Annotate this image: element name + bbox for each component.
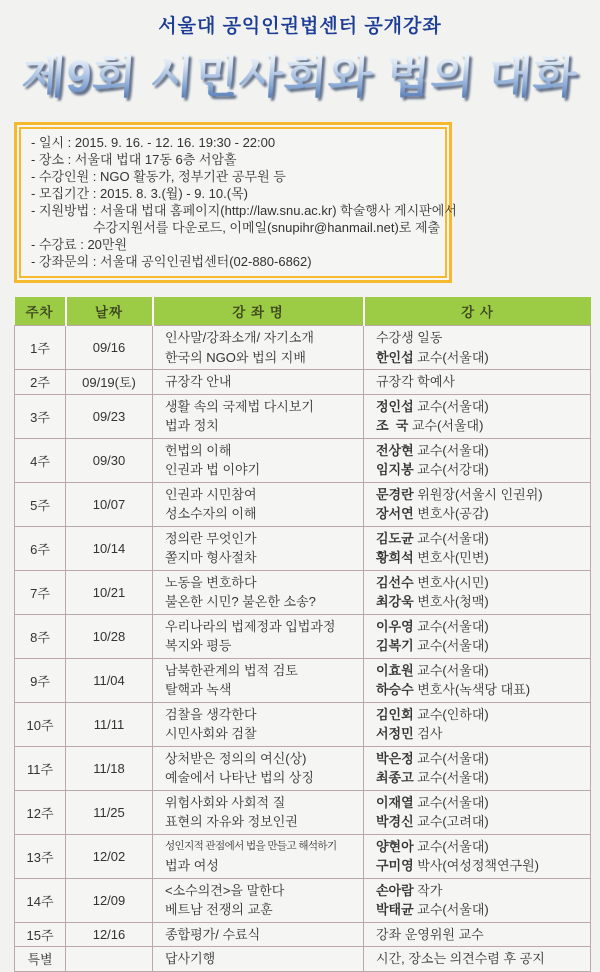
lecturer-affiliation: 교수(서울대) xyxy=(413,638,489,653)
lecturer-affiliation: 교수(인하대) xyxy=(413,706,489,722)
lecturer-name: 박경신 xyxy=(376,814,414,829)
date-cell: 10/14 xyxy=(66,526,153,570)
lecturer-cell xyxy=(364,947,591,972)
table-row xyxy=(15,482,591,526)
course-title-cell xyxy=(153,702,364,746)
lecturer-cell xyxy=(364,834,591,878)
info-box-lines xyxy=(19,127,457,278)
lecturer-line xyxy=(376,573,587,593)
course-title-line: 한국의 NGO와 법의 지배 xyxy=(165,349,306,365)
info-line: - 장소 : 서울대 법대 17동 6층 서암홀 xyxy=(31,152,237,167)
lecturer-name: 황희석 xyxy=(376,550,414,565)
course-title-line: 헌법의 이해 xyxy=(165,442,232,458)
week-cell: 11주 xyxy=(15,746,66,790)
table-row xyxy=(15,370,591,395)
course-title-cell xyxy=(153,326,364,370)
course-title-line: 인권과 시민참여 xyxy=(165,486,257,502)
date-cell: 10/07 xyxy=(66,482,153,526)
lecturer-cell xyxy=(364,922,591,947)
course-title-cell xyxy=(153,438,364,482)
course-title-line: 탈핵과 녹색 xyxy=(165,682,232,697)
lecturer-cell xyxy=(364,526,591,570)
lecturer-name: 손아람 xyxy=(376,882,414,898)
lecturer-name: 임지봉 xyxy=(376,462,414,477)
week-cell: 6주 xyxy=(15,526,66,570)
lecturer-line xyxy=(376,460,587,480)
course-title-cell xyxy=(153,878,364,922)
lecturer-affiliation: 교수(서울대) xyxy=(413,618,489,634)
lecturer-name: 김인회 xyxy=(376,706,414,722)
date-cell: 11/18 xyxy=(66,746,153,790)
course-title-line: 성인지적 관점에서 법을 만들고 해석하기 xyxy=(165,839,337,852)
lecturer-line xyxy=(376,397,587,417)
course-title-line: 복지와 평등 xyxy=(165,638,232,653)
info-line: - 일시 : 2015. 9. 16. - 12. 16. 19:30 - 22:00 xyxy=(31,135,276,150)
lecturer-line xyxy=(376,680,587,700)
date-cell xyxy=(66,947,153,972)
lecturer-affiliation: 교수(고려대) xyxy=(413,814,489,829)
lecturer-line xyxy=(376,548,587,568)
date-cell: 11/11 xyxy=(66,702,153,746)
week-cell: 12주 xyxy=(15,790,66,834)
lecturer-name: 조 국 xyxy=(376,418,409,433)
lecturer-name: 김도균 xyxy=(376,530,414,546)
course-title-cell xyxy=(153,790,364,834)
table-row xyxy=(15,570,591,614)
lecturer-cell xyxy=(364,614,591,658)
column-header-week: 주차 xyxy=(15,297,66,326)
week-cell: 14주 xyxy=(15,878,66,922)
table-row xyxy=(15,947,591,972)
course-title-cell xyxy=(153,614,364,658)
lecturer-cell xyxy=(364,702,591,746)
lecturer-line xyxy=(376,949,587,969)
lecturer-affiliation: 강좌 운영위원 교수 xyxy=(376,926,484,942)
table-row xyxy=(15,614,591,658)
week-cell: 3주 xyxy=(15,394,66,438)
lecturer-line xyxy=(376,925,587,945)
course-title-line: 검찰을 생각한다 xyxy=(165,706,257,722)
table-row xyxy=(15,702,591,746)
schedule-header-row xyxy=(15,297,591,326)
course-title-line: 예술에서 나타난 법의 상징 xyxy=(165,770,314,785)
schedule-table xyxy=(14,297,591,972)
lecturer-affiliation: 위원장(서울시 인권위) xyxy=(413,486,543,502)
lecturer-line xyxy=(376,529,587,549)
lecturer-name: 김복기 xyxy=(376,638,414,653)
table-row xyxy=(15,658,591,702)
lecturer-name: 이재열 xyxy=(376,794,414,810)
course-title-cell xyxy=(153,394,364,438)
lecturer-affiliation: 교수(서울대) xyxy=(408,418,484,433)
lecturer-line xyxy=(376,485,587,505)
course-title-line: 상처받은 정의의 여신(상) xyxy=(165,750,307,766)
lecturer-name: 하승수 xyxy=(376,682,414,697)
lecturer-cell xyxy=(364,326,591,370)
date-cell: 12/09 xyxy=(66,878,153,922)
date-cell: 09/23 xyxy=(66,394,153,438)
lecturer-affiliation: 규장각 학예사 xyxy=(376,374,455,389)
lecturer-line xyxy=(376,416,587,436)
info-box xyxy=(14,122,457,283)
course-title-cell xyxy=(153,947,364,972)
course-title-line: 종합평가/ 수료식 xyxy=(165,926,261,942)
lecturer-cell xyxy=(364,878,591,922)
lecturer-name: 전상현 xyxy=(376,442,414,458)
lecturer-affiliation: 변호사(공감) xyxy=(413,506,489,521)
lecturer-line xyxy=(376,636,587,656)
week-cell: 9주 xyxy=(15,658,66,702)
lecturer-line xyxy=(376,592,587,612)
lecturer-affiliation: 박사(여성정책연구원) xyxy=(413,858,539,873)
lecturer-affiliation: 교수(서울대) xyxy=(413,838,489,854)
week-cell: 4주 xyxy=(15,438,66,482)
event-host-subtitle: 서울대 공익인권법센터 공개강좌 xyxy=(158,16,442,37)
lecturer-affiliation: 변호사(청맥) xyxy=(413,594,489,609)
lecturer-cell xyxy=(364,394,591,438)
lecturer-affiliation: 교수(서울대) xyxy=(413,349,489,365)
week-cell: 1주 xyxy=(15,326,66,370)
lecturer-name: 서정민 xyxy=(376,726,414,741)
lecturer-line xyxy=(376,900,587,920)
date-cell: 12/16 xyxy=(66,922,153,947)
lecturer-line xyxy=(376,617,587,637)
week-cell: 2주 xyxy=(15,370,66,395)
lecturer-affiliation: 교수(서강대) xyxy=(413,462,489,477)
lecturer-line xyxy=(376,705,587,725)
course-title-line: <소수의견>을 말한다 xyxy=(165,882,285,898)
table-row xyxy=(15,394,591,438)
lecturer-affiliation: 검사 xyxy=(413,726,443,741)
lecturer-name: 박태균 xyxy=(376,902,414,917)
course-title-line: 시민사회와 검찰 xyxy=(165,726,257,741)
week-cell: 15주 xyxy=(15,922,66,947)
table-row xyxy=(15,438,591,482)
lecturer-affiliation: 변호사(민변) xyxy=(413,550,489,565)
lecturer-line xyxy=(376,661,587,681)
lecturer-affiliation: 작가 xyxy=(413,882,443,898)
course-title-line: 불온한 시민? 불온한 소송? xyxy=(165,594,316,609)
lecturer-affiliation: 변호사(시민) xyxy=(413,574,489,590)
info-line: - 모집기간 : 2015. 8. 3.(월) - 9. 10.(목) xyxy=(31,186,248,201)
lecturer-cell xyxy=(364,658,591,702)
column-header-date: 날짜 xyxy=(66,297,153,326)
lecturer-name: 박은정 xyxy=(376,750,414,766)
info-line: - 지원방법 : 서울대 법대 홈페이지(http://law.snu.ac.kr) 학술행사 게시판에서 xyxy=(31,203,457,218)
lecturer-line xyxy=(376,881,587,901)
week-cell: 10주 xyxy=(15,702,66,746)
course-title-cell xyxy=(153,834,364,878)
lecturer-name: 정인섭 xyxy=(376,398,414,414)
course-title-line: 답사기행 xyxy=(165,951,216,966)
lecturer-cell xyxy=(364,790,591,834)
info-line: - 수강료 : 20만원 xyxy=(31,237,128,252)
course-title-line: 우리나라의 법제정과 입법과정 xyxy=(165,618,336,634)
table-row xyxy=(15,790,591,834)
lecturer-affiliation: 시간, 장소는 의견수렴 후 공지 xyxy=(376,951,545,966)
course-title-cell xyxy=(153,526,364,570)
week-cell: 8주 xyxy=(15,614,66,658)
lecturer-cell xyxy=(364,482,591,526)
lecturer-affiliation: 교수(서울대) xyxy=(413,770,489,785)
date-cell: 12/02 xyxy=(66,834,153,878)
course-title-line: 위험사회와 사회적 질 xyxy=(165,794,286,810)
lecturer-line xyxy=(376,328,587,348)
lecturer-affiliation: 변호사(녹색당 대표) xyxy=(413,682,531,697)
lecturer-affiliation: 교수(서울대) xyxy=(413,662,489,678)
lecturer-line xyxy=(376,812,587,832)
table-row xyxy=(15,878,591,922)
week-cell: 7주 xyxy=(15,570,66,614)
table-row xyxy=(15,922,591,947)
column-header-course: 강 좌 명 xyxy=(153,297,364,326)
lecturer-affiliation: 수강생 일동 xyxy=(376,330,443,345)
date-cell: 09/19(토) xyxy=(66,370,153,395)
info-line: 수강지원서를 다운로드, 이메일(snupihr@hanmail.net)로 제출 xyxy=(93,220,441,235)
date-cell: 09/16 xyxy=(66,326,153,370)
course-title-cell xyxy=(153,658,364,702)
column-header-lecturer: 강 사 xyxy=(364,297,591,326)
lecturer-line xyxy=(376,749,587,769)
lecturer-line xyxy=(376,837,587,857)
lecturer-line xyxy=(376,441,587,461)
lecturer-line xyxy=(376,793,587,813)
course-title-line: 베트남 전쟁의 교훈 xyxy=(165,902,273,917)
course-title-line: 성소수자의 이해 xyxy=(165,506,257,521)
course-title-line: 쫄지마 형사절차 xyxy=(165,550,257,565)
date-cell: 11/04 xyxy=(66,658,153,702)
lecturer-cell xyxy=(364,438,591,482)
event-title: 제9회 시민사회와 법의 대화 xyxy=(0,40,600,105)
table-row xyxy=(15,834,591,878)
course-title-line: 인사말/강좌소개/ 자기소개 xyxy=(165,330,314,345)
lecturer-line xyxy=(376,348,587,368)
table-row xyxy=(15,326,591,370)
course-title-line: 인권과 법 이야기 xyxy=(165,462,261,477)
course-title-cell xyxy=(153,922,364,947)
lecturer-line xyxy=(376,856,587,876)
date-cell: 09/30 xyxy=(66,438,153,482)
lecturer-affiliation: 교수(서울대) xyxy=(413,398,489,414)
lecturer-name: 문경란 xyxy=(376,486,414,502)
week-cell: 13주 xyxy=(15,834,66,878)
date-cell: 10/21 xyxy=(66,570,153,614)
lecturer-line xyxy=(376,768,587,788)
lecturer-name: 구미영 xyxy=(376,858,414,873)
lecturer-affiliation: 교수(서울대) xyxy=(413,750,489,766)
lecturer-affiliation: 교수(서울대) xyxy=(413,530,489,546)
info-line: - 수강인원 : NGO 활동가, 정부기관 공무원 등 xyxy=(31,169,286,184)
lecturer-name: 한인섭 xyxy=(376,349,414,365)
week-cell: 특별 xyxy=(15,947,66,972)
table-row xyxy=(15,746,591,790)
lecturer-cell xyxy=(364,370,591,395)
course-title-line: 규장각 안내 xyxy=(165,374,232,389)
lecturer-name: 장서연 xyxy=(376,506,414,521)
lecturer-cell xyxy=(364,570,591,614)
lecturer-name: 이효원 xyxy=(376,662,414,678)
lecturer-line xyxy=(376,504,587,524)
course-title-cell xyxy=(153,482,364,526)
schedule-body xyxy=(15,326,591,972)
course-title-line: 법과 여성 xyxy=(165,858,219,873)
course-title-cell xyxy=(153,370,364,395)
course-title-line: 법과 정치 xyxy=(165,418,219,433)
course-title-line: 노동을 변호하다 xyxy=(165,574,257,590)
week-cell: 5주 xyxy=(15,482,66,526)
lecturer-cell xyxy=(364,746,591,790)
course-title-line: 남북한관계의 법적 검토 xyxy=(165,662,298,678)
lecturer-name: 양현아 xyxy=(376,838,414,854)
lecturer-line xyxy=(376,724,587,744)
course-title-cell xyxy=(153,746,364,790)
lecturer-affiliation: 교수(서울대) xyxy=(413,442,489,458)
date-cell: 10/28 xyxy=(66,614,153,658)
date-cell: 11/25 xyxy=(66,790,153,834)
lecturer-name: 이우영 xyxy=(376,618,414,634)
course-title-line: 생활 속의 국제법 다시보기 xyxy=(165,398,314,414)
lecturer-name: 김선수 xyxy=(376,574,414,590)
lecturer-affiliation: 교수(서울대) xyxy=(413,902,489,917)
info-line: - 강좌문의 : 서울대 공익인권법센터(02-880-6862) xyxy=(31,254,312,269)
lecturer-name: 최종고 xyxy=(376,770,414,785)
lecturer-name: 최강욱 xyxy=(376,594,414,609)
course-title-line: 정의란 무엇인가 xyxy=(165,530,257,546)
course-title-line: 표현의 자유와 정보인권 xyxy=(165,814,298,829)
course-title-cell xyxy=(153,570,364,614)
table-row xyxy=(15,526,591,570)
lecturer-line xyxy=(376,372,587,392)
lecturer-affiliation: 교수(서울대) xyxy=(413,794,489,810)
